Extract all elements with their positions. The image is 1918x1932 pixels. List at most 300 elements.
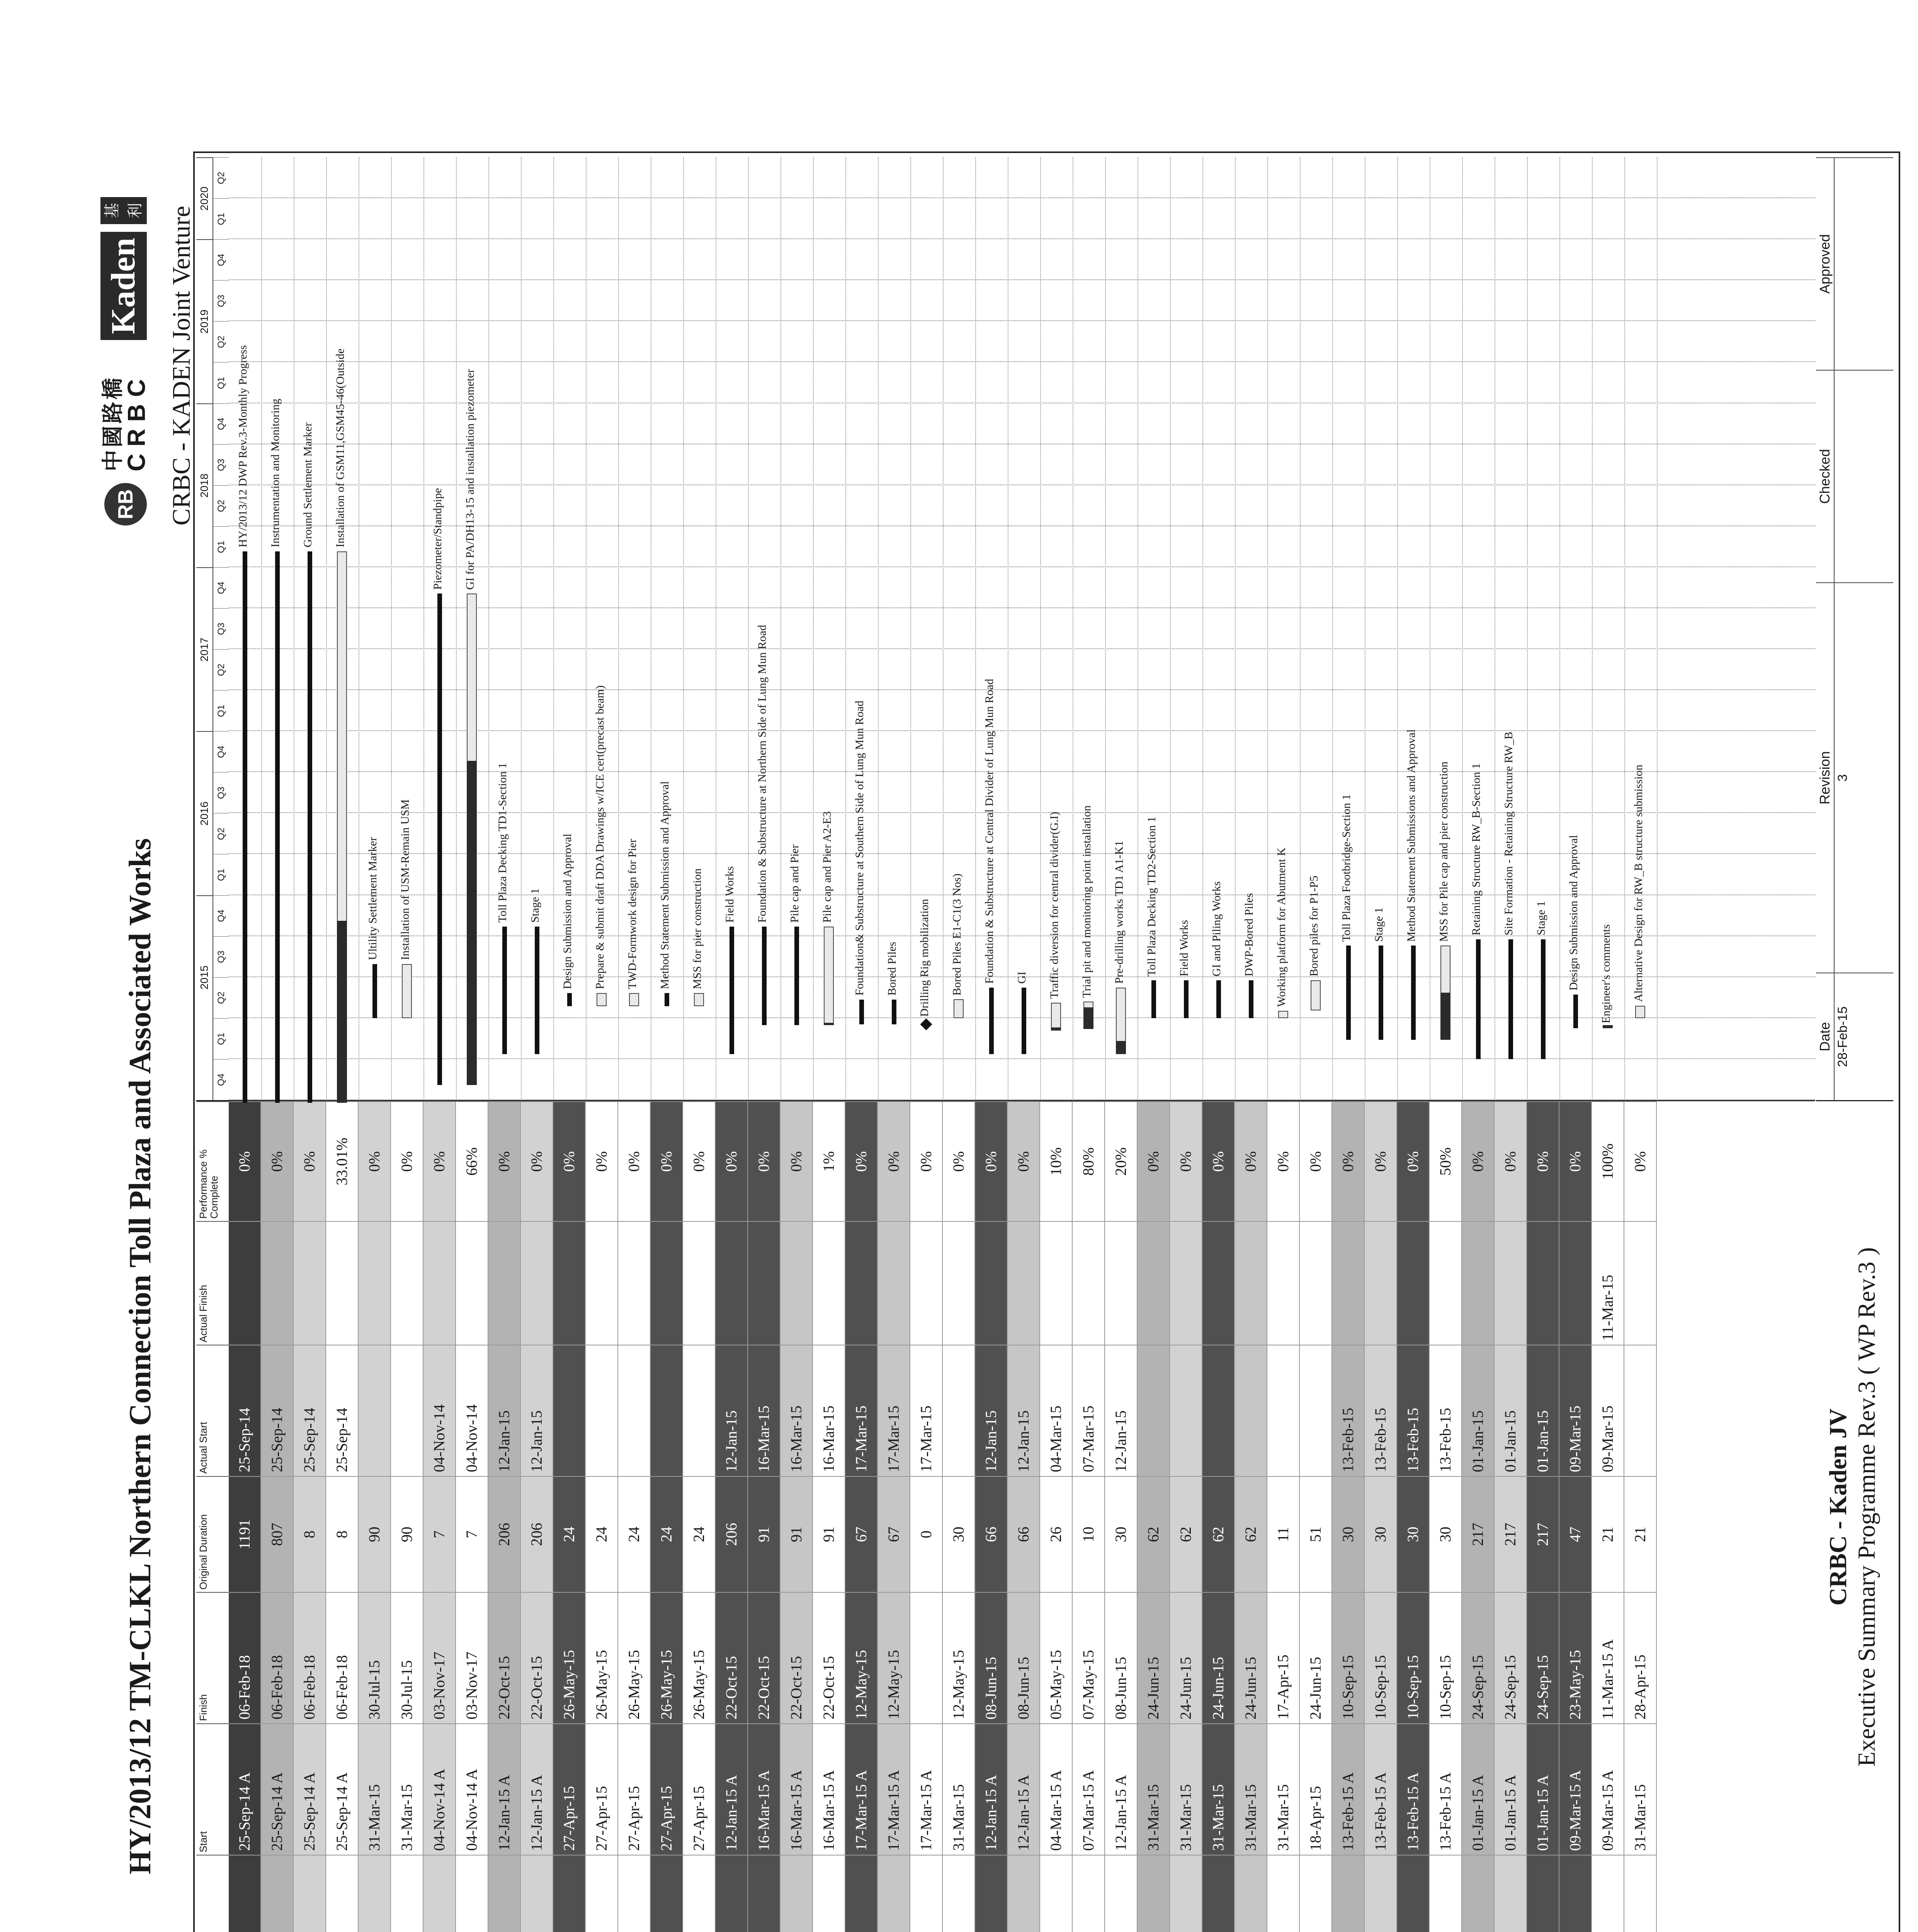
quarter-header: Q2 <box>213 321 229 362</box>
rev-revision-label: Revision <box>1816 583 1835 973</box>
cell-name <box>423 1855 455 1932</box>
cell-afinish <box>391 1221 423 1345</box>
summary-bar <box>1508 939 1513 1059</box>
year-header: 2016 <box>196 731 213 895</box>
cell-afinish <box>1267 1221 1299 1345</box>
cell-astart: 01-Jan-15 <box>1462 1345 1494 1476</box>
gantt-row-line <box>391 157 392 1100</box>
company-logo <box>89 139 158 526</box>
col-actual-finish: Actual Finish <box>196 1221 229 1345</box>
activity-row <box>1040 1101 1073 1932</box>
cell-finish: 12-May-15 <box>878 1592 910 1723</box>
cell-finish: 26-May-15 <box>651 1592 682 1723</box>
summary-bar <box>1411 946 1416 1040</box>
activity-row <box>456 1101 488 1932</box>
cell-dur: 30 <box>1397 1476 1429 1592</box>
gantt-row-line <box>1267 157 1268 1100</box>
gantt-bar-label: Drilling Rig mobilization <box>918 899 931 1017</box>
cell-dur: 24 <box>618 1476 650 1592</box>
cell-pct: 0% <box>878 1101 910 1221</box>
cell-finish: 30-Jul-15 <box>359 1592 390 1723</box>
cell-dur: 66 <box>975 1476 1007 1592</box>
cell-finish: 26-May-15 <box>553 1592 585 1723</box>
activity-row <box>391 1101 423 1932</box>
summary-row <box>748 1101 780 1932</box>
cell-astart <box>943 1345 974 1476</box>
cell-pct: 0% <box>1624 1101 1656 1221</box>
cell-finish: 10-Sep-15 <box>1332 1592 1364 1723</box>
gantt-bar-label: Design Submission and Approval <box>1567 835 1580 991</box>
cell-pct: 0% <box>488 1101 520 1221</box>
gantt-bar-label: Pile cap and Pier A2-E3 <box>821 811 833 923</box>
summary-bar <box>859 1000 864 1025</box>
activity-row <box>1267 1101 1300 1932</box>
cell-finish <box>910 1592 942 1723</box>
remaining-work-bar <box>824 927 834 1025</box>
cell-start: 25-Sep-14 A <box>229 1723 260 1855</box>
cell-pct: 0% <box>748 1101 780 1221</box>
summary-bar <box>372 964 377 1018</box>
gantt-bar-label: Traffic diversion for central divider(G.I) <box>1048 811 1061 999</box>
cell-pct: 0% <box>683 1101 715 1221</box>
gantt-bar-label: Engineer's comments <box>1600 924 1612 1024</box>
gantt-row-line <box>326 157 327 1100</box>
cell-astart: 17-Mar-15 <box>845 1345 877 1476</box>
cell-astart: 16-Mar-15 <box>813 1345 845 1476</box>
remaining-work-bar <box>1311 980 1321 1010</box>
cell-astart: 13-Feb-15 <box>1365 1345 1396 1476</box>
cell-astart: 13-Feb-15 <box>1430 1345 1461 1476</box>
cell-name <box>1105 1855 1137 1932</box>
gantt-bar-label: Site Formation - Retaining Structure RW_B <box>1502 731 1515 935</box>
summary-row <box>716 1101 748 1932</box>
cell-start: 17-Mar-15 A <box>910 1723 942 1855</box>
cell-start: 31-Mar-15 <box>1170 1723 1202 1855</box>
gantt-row-line <box>813 157 814 1100</box>
remaining-work-bar <box>402 964 412 1018</box>
cell-pct: 1% <box>813 1101 845 1221</box>
gantt-gridline <box>229 320 1815 321</box>
gantt-bar-label: GI and Piling Works <box>1210 881 1223 976</box>
crbc-chinese-name: 中國路橋 <box>100 376 126 471</box>
gantt-bar-label: MSS for pier construction <box>691 868 704 989</box>
gantt-bar-label: Foundation & Substructure at Central Divider of Lung Mun Road <box>983 679 996 984</box>
rev-date-value: 28-Feb-15 <box>1835 1006 1850 1067</box>
cell-pct: 33.01% <box>326 1101 358 1221</box>
quarter-header: Q1 <box>213 690 229 731</box>
cell-astart: 01-Jan-15 <box>1495 1345 1526 1476</box>
summary-row <box>1559 1101 1592 1932</box>
cell-start: 31-Mar-15 <box>359 1723 390 1855</box>
cell-pct: 0% <box>651 1101 682 1221</box>
activity-row <box>1073 1101 1105 1932</box>
cell-dur: 807 <box>261 1476 293 1592</box>
cell-name <box>910 1855 942 1932</box>
cell-astart <box>683 1345 715 1476</box>
cell-dur: 90 <box>391 1476 423 1592</box>
cell-name <box>1495 1855 1526 1932</box>
cell-astart <box>1235 1345 1267 1476</box>
actual-work-bar <box>824 1023 834 1025</box>
actual-work-bar <box>337 921 347 1103</box>
col-activity-name <box>196 1855 229 1932</box>
gantt-row-line <box>488 157 489 1100</box>
cell-start: 18-Apr-15 <box>1300 1723 1331 1855</box>
cell-astart: 16-Mar-15 <box>748 1345 780 1476</box>
cell-finish: 22-Oct-15 <box>488 1592 520 1723</box>
summary-row <box>488 1101 521 1932</box>
cell-name <box>1397 1855 1429 1932</box>
summary-row <box>359 1101 391 1932</box>
cell-astart <box>1138 1345 1169 1476</box>
gantt-row-line <box>521 157 522 1100</box>
cell-name <box>326 1855 358 1932</box>
cell-pct: 50% <box>1430 1101 1461 1221</box>
cell-afinish <box>1073 1221 1104 1345</box>
summary-row <box>1462 1101 1495 1932</box>
cell-pct: 0% <box>294 1101 325 1221</box>
cell-pct: 0% <box>1462 1101 1494 1221</box>
cell-afinish <box>975 1221 1007 1345</box>
summary-row <box>651 1101 683 1932</box>
gantt-bar-label: Design Submission and Approval <box>561 833 574 989</box>
cell-afinish <box>1170 1221 1202 1345</box>
cell-start: 17-Mar-15 A <box>845 1723 877 1855</box>
cell-astart: 13-Feb-15 <box>1397 1345 1429 1476</box>
rb-logo-icon: RB <box>104 483 147 526</box>
cell-name <box>1267 1855 1299 1932</box>
cell-name <box>1559 1855 1591 1932</box>
cell-dur: 217 <box>1495 1476 1526 1592</box>
cell-astart: 25-Sep-14 <box>326 1345 358 1476</box>
cell-astart <box>651 1345 682 1476</box>
cell-dur: 67 <box>845 1476 877 1592</box>
cell-finish: 24-Jun-15 <box>1300 1592 1331 1723</box>
cell-afinish <box>261 1221 293 1345</box>
cell-finish: 06-Feb-18 <box>229 1592 260 1723</box>
activity-row <box>1624 1101 1657 1932</box>
milestone-diamond <box>920 1019 932 1031</box>
cell-afinish <box>748 1221 780 1345</box>
cell-dur: 62 <box>1235 1476 1267 1592</box>
cell-afinish <box>618 1221 650 1345</box>
quarter-header: Q1 <box>213 526 229 567</box>
actual-work-bar <box>1603 1025 1613 1028</box>
cell-dur: 62 <box>1138 1476 1169 1592</box>
gantt-bar-label: GI for PA/DH13-15 and installation piezometer <box>464 369 476 590</box>
gantt-row-line <box>1559 157 1560 1100</box>
cell-pct: 0% <box>1008 1101 1039 1221</box>
cell-name <box>1008 1855 1039 1932</box>
cell-dur: 10 <box>1073 1476 1104 1592</box>
cell-name <box>748 1855 780 1932</box>
cell-finish: 08-Jun-15 <box>1105 1592 1137 1723</box>
gantt-bar-label: Stage 1 <box>1535 901 1547 935</box>
gantt-gridline <box>229 279 1815 280</box>
cell-afinish <box>716 1221 747 1345</box>
gantt-row-line <box>586 157 587 1100</box>
actual-work-bar <box>1083 1007 1093 1029</box>
cell-astart: 12-Jan-15 <box>975 1345 1007 1476</box>
cell-name <box>521 1855 553 1932</box>
summary-bar <box>275 551 280 1103</box>
summary-row <box>229 1101 261 1932</box>
cell-finish: 26-May-15 <box>683 1592 715 1723</box>
cell-start: 31-Mar-15 <box>1624 1723 1656 1855</box>
cell-finish: 12-May-15 <box>845 1592 877 1723</box>
remaining-work-bar <box>1278 1011 1288 1018</box>
quarter-header: Q3 <box>213 772 229 813</box>
cell-dur: 67 <box>878 1476 910 1592</box>
rev-revision-value: 3 <box>1835 774 1850 782</box>
cell-finish: 22-Oct-15 <box>748 1592 780 1723</box>
cell-name <box>651 1855 682 1932</box>
activity-row <box>1592 1101 1624 1932</box>
cell-afinish <box>943 1221 974 1345</box>
cell-astart: 12-Jan-15 <box>488 1345 520 1476</box>
cell-finish: 22-Oct-15 <box>521 1592 553 1723</box>
gantt-bar-label: Field Works <box>1178 920 1190 976</box>
cell-pct: 0% <box>1332 1101 1364 1221</box>
summary-bar <box>1022 988 1026 1054</box>
activity-row <box>683 1101 716 1932</box>
cell-finish: 08-Jun-15 <box>975 1592 1007 1723</box>
cell-start: 12-Jan-15 A <box>1008 1723 1039 1855</box>
cell-dur: 62 <box>1170 1476 1202 1592</box>
cell-name <box>456 1855 488 1932</box>
cell-afinish <box>910 1221 942 1345</box>
cell-astart: 12-Jan-15 <box>1105 1345 1137 1476</box>
gantt-row-line <box>1170 157 1171 1100</box>
remaining-work-bar <box>1051 1003 1061 1031</box>
cell-dur: 21 <box>1624 1476 1656 1592</box>
quarter-header: Q4 <box>213 567 229 608</box>
quarter-header: Q2 <box>213 649 229 690</box>
cell-finish: 03-Nov-17 <box>456 1592 488 1723</box>
joint-venture-name: CRBC - KADEN Joint Venture <box>167 206 196 526</box>
quarter-header: Q1 <box>213 362 229 403</box>
cell-start: 25-Sep-14 A <box>326 1723 358 1855</box>
cell-start: 31-Mar-15 <box>943 1723 974 1855</box>
cell-dur: 217 <box>1527 1476 1559 1592</box>
cell-finish: 03-Nov-17 <box>423 1592 455 1723</box>
summary-row <box>1235 1101 1267 1932</box>
cell-afinish: 11-Mar-15 <box>1592 1221 1624 1345</box>
cell-finish: 08-Jun-15 <box>1008 1592 1039 1723</box>
cell-dur: 7 <box>456 1476 488 1592</box>
activity-row <box>586 1101 618 1932</box>
cell-finish: 23-May-15 <box>1559 1592 1591 1723</box>
cell-start: 12-Jan-15 A <box>521 1723 553 1855</box>
actual-work-bar <box>1116 1041 1126 1054</box>
cell-dur: 24 <box>651 1476 682 1592</box>
cell-astart <box>1300 1345 1331 1476</box>
cell-start: 25-Sep-14 A <box>294 1723 325 1855</box>
quarter-header: Q2 <box>213 813 229 854</box>
summary-bar <box>1476 939 1481 1059</box>
cell-astart: 09-Mar-15 <box>1592 1345 1624 1476</box>
summary-bar <box>794 927 799 1025</box>
cell-start: 31-Mar-15 <box>1235 1723 1267 1855</box>
gantt-row-line <box>845 157 846 1100</box>
summary-row <box>553 1101 586 1932</box>
quarter-header: Q2 <box>213 485 229 526</box>
gantt-bar-label: Field Works <box>723 866 736 923</box>
gantt-bar-label: Pile cap and Pier <box>788 844 801 923</box>
cell-pct: 0% <box>780 1101 812 1221</box>
cell-afinish <box>1527 1221 1559 1345</box>
cell-pct: 0% <box>1559 1101 1591 1221</box>
cell-astart: 12-Jan-15 <box>521 1345 553 1476</box>
rev-date-label: Date <box>1816 973 1835 1100</box>
cell-astart: 16-Mar-15 <box>780 1345 812 1476</box>
cell-dur: 11 <box>1267 1476 1299 1592</box>
gantt-row-line <box>618 157 619 1100</box>
cell-start: 04-Nov-14 A <box>423 1723 455 1855</box>
gantt-bar-label: Trial pit and monitoring point installation <box>1080 805 1093 998</box>
cell-afinish <box>1300 1221 1331 1345</box>
summary-row <box>845 1101 878 1932</box>
gantt-row-line <box>1657 157 1658 1100</box>
summary-row <box>780 1101 813 1932</box>
summary-bar <box>243 551 247 1103</box>
cell-dur: 91 <box>748 1476 780 1592</box>
cell-pct: 0% <box>1267 1101 1299 1221</box>
gantt-bar-label: Installation of GSM11,GSM45-46(Outside <box>334 348 347 548</box>
summary-bar <box>989 988 994 1054</box>
gantt-bar-label: Piezometer/Standpipe <box>431 488 444 590</box>
cell-finish: 26-May-15 <box>586 1592 617 1723</box>
cell-pct: 0% <box>1170 1101 1202 1221</box>
gantt-row-line <box>1040 157 1041 1100</box>
cell-finish: 17-Apr-15 <box>1267 1592 1299 1723</box>
footer-title <box>1824 1136 1881 1878</box>
col-actual-start: Actual Start <box>196 1345 229 1476</box>
cell-finish: 05-May-15 <box>1040 1592 1072 1723</box>
gantt-bar-label: Pre-drilling works TD1 A1-K1 <box>1113 840 1126 984</box>
cell-dur: 8 <box>326 1476 358 1592</box>
cell-start: 27-Apr-15 <box>651 1723 682 1855</box>
cell-astart: 04-Nov-14 <box>456 1345 488 1476</box>
summary-bar <box>535 927 539 1054</box>
cell-pct: 100% <box>1592 1101 1624 1221</box>
gantt-row-line <box>1624 157 1625 1100</box>
cell-finish: 10-Sep-15 <box>1430 1592 1461 1723</box>
year-header: 2017 <box>196 567 213 731</box>
cell-finish: 11-Mar-15 A <box>1592 1592 1624 1723</box>
cell-afinish <box>359 1221 390 1345</box>
cell-afinish <box>586 1221 617 1345</box>
cell-pct: 0% <box>1138 1101 1169 1221</box>
gantt-row-line <box>1592 157 1593 1100</box>
cell-name <box>878 1855 910 1932</box>
cell-start: 12-Jan-15 A <box>716 1723 747 1855</box>
cell-name <box>683 1855 715 1932</box>
cell-astart: 17-Mar-15 <box>910 1345 942 1476</box>
quarter-header: Q3 <box>213 444 229 485</box>
gantt-bar-label: Installation of USM-Remain USM <box>399 799 411 960</box>
cell-dur: 206 <box>521 1476 553 1592</box>
cell-start: 01-Jan-15 A <box>1495 1723 1526 1855</box>
gantt-row-line <box>943 157 944 1100</box>
cell-afinish <box>683 1221 715 1345</box>
cell-start: 12-Jan-15 A <box>488 1723 520 1855</box>
rev-approved-col <box>1816 157 1893 370</box>
cell-name <box>845 1855 877 1932</box>
summary-bar <box>729 927 734 1054</box>
cell-dur: 90 <box>359 1476 390 1592</box>
cell-name <box>1462 1855 1494 1932</box>
cell-astart: 04-Mar-15 <box>1040 1345 1072 1476</box>
cell-pct: 0% <box>1495 1101 1526 1221</box>
cell-name <box>1235 1855 1267 1932</box>
cell-astart: 17-Mar-15 <box>878 1345 910 1476</box>
cell-finish: 06-Feb-18 <box>294 1592 325 1723</box>
gantt-bar-label: Alternative Design for RW_B structure submission <box>1632 764 1645 1002</box>
cell-dur: 30 <box>1332 1476 1364 1592</box>
gantt-row-line <box>1105 157 1106 1100</box>
cell-start: 12-Jan-15 A <box>1105 1723 1137 1855</box>
cell-afinish <box>553 1221 585 1345</box>
cell-pct: 66% <box>456 1101 488 1221</box>
gantt-row-line <box>748 157 749 1100</box>
gantt-bar-label: Prepare & submit draft DDA Drawings w/ICE cert(precast beam) <box>593 685 606 989</box>
cell-pct: 0% <box>618 1101 650 1221</box>
kaden-chinese-icon: 基利 <box>100 197 147 224</box>
gantt-bar-label: Bored Piles E1-C1(3 Nos) <box>950 873 963 996</box>
year-header: 2020 <box>196 157 213 239</box>
cell-start: 16-Mar-15 A <box>780 1723 812 1855</box>
gantt-bar-label: Retaining Structure RW_B-Section 1 <box>1470 763 1483 935</box>
cell-afinish <box>1462 1221 1494 1345</box>
cell-finish: 10-Sep-15 <box>1397 1592 1429 1723</box>
year-header: 2018 <box>196 403 213 567</box>
cell-start: 13-Feb-15 A <box>1332 1723 1364 1855</box>
cell-dur: 8 <box>294 1476 325 1592</box>
cell-astart <box>359 1345 390 1476</box>
rev-checked-label: Checked <box>1816 371 1835 582</box>
summary-row <box>1170 1101 1202 1932</box>
cell-dur: 7 <box>423 1476 455 1592</box>
footer-company: CRBC - Kaden JV <box>1824 1408 1852 1606</box>
cell-astart: 12-Jan-15 <box>716 1345 747 1476</box>
cell-start: 01-Jan-15 A <box>1527 1723 1559 1855</box>
summary-bar <box>502 927 507 1054</box>
cell-afinish <box>326 1221 358 1345</box>
gantt-bar-label: HY/2013/12 DWP Rev.3-Monthly Progress <box>236 345 249 548</box>
summary-row <box>878 1101 910 1932</box>
cell-pct: 0% <box>1202 1101 1234 1221</box>
cell-afinish <box>651 1221 682 1345</box>
gantt-bar-label: Stage 1 <box>1372 907 1385 942</box>
quarter-header: Q4 <box>213 895 229 936</box>
cell-name <box>943 1855 974 1932</box>
cell-pct: 0% <box>943 1101 974 1221</box>
cell-afinish <box>845 1221 877 1345</box>
cell-start: 01-Jan-15 A <box>1462 1723 1494 1855</box>
gantt-row-line <box>1202 157 1203 1100</box>
gantt-row-line <box>878 157 879 1100</box>
cell-start: 09-Mar-15 A <box>1592 1723 1624 1855</box>
kaden-logo-text: Kaden <box>100 232 147 340</box>
cell-name <box>975 1855 1007 1932</box>
cell-start: 04-Nov-14 A <box>456 1723 488 1855</box>
cell-astart <box>586 1345 617 1476</box>
gantt-bar-label: GI <box>1015 971 1028 984</box>
cell-pct: 0% <box>975 1101 1007 1221</box>
cell-dur: 24 <box>553 1476 585 1592</box>
cell-pct: 10% <box>1040 1101 1072 1221</box>
